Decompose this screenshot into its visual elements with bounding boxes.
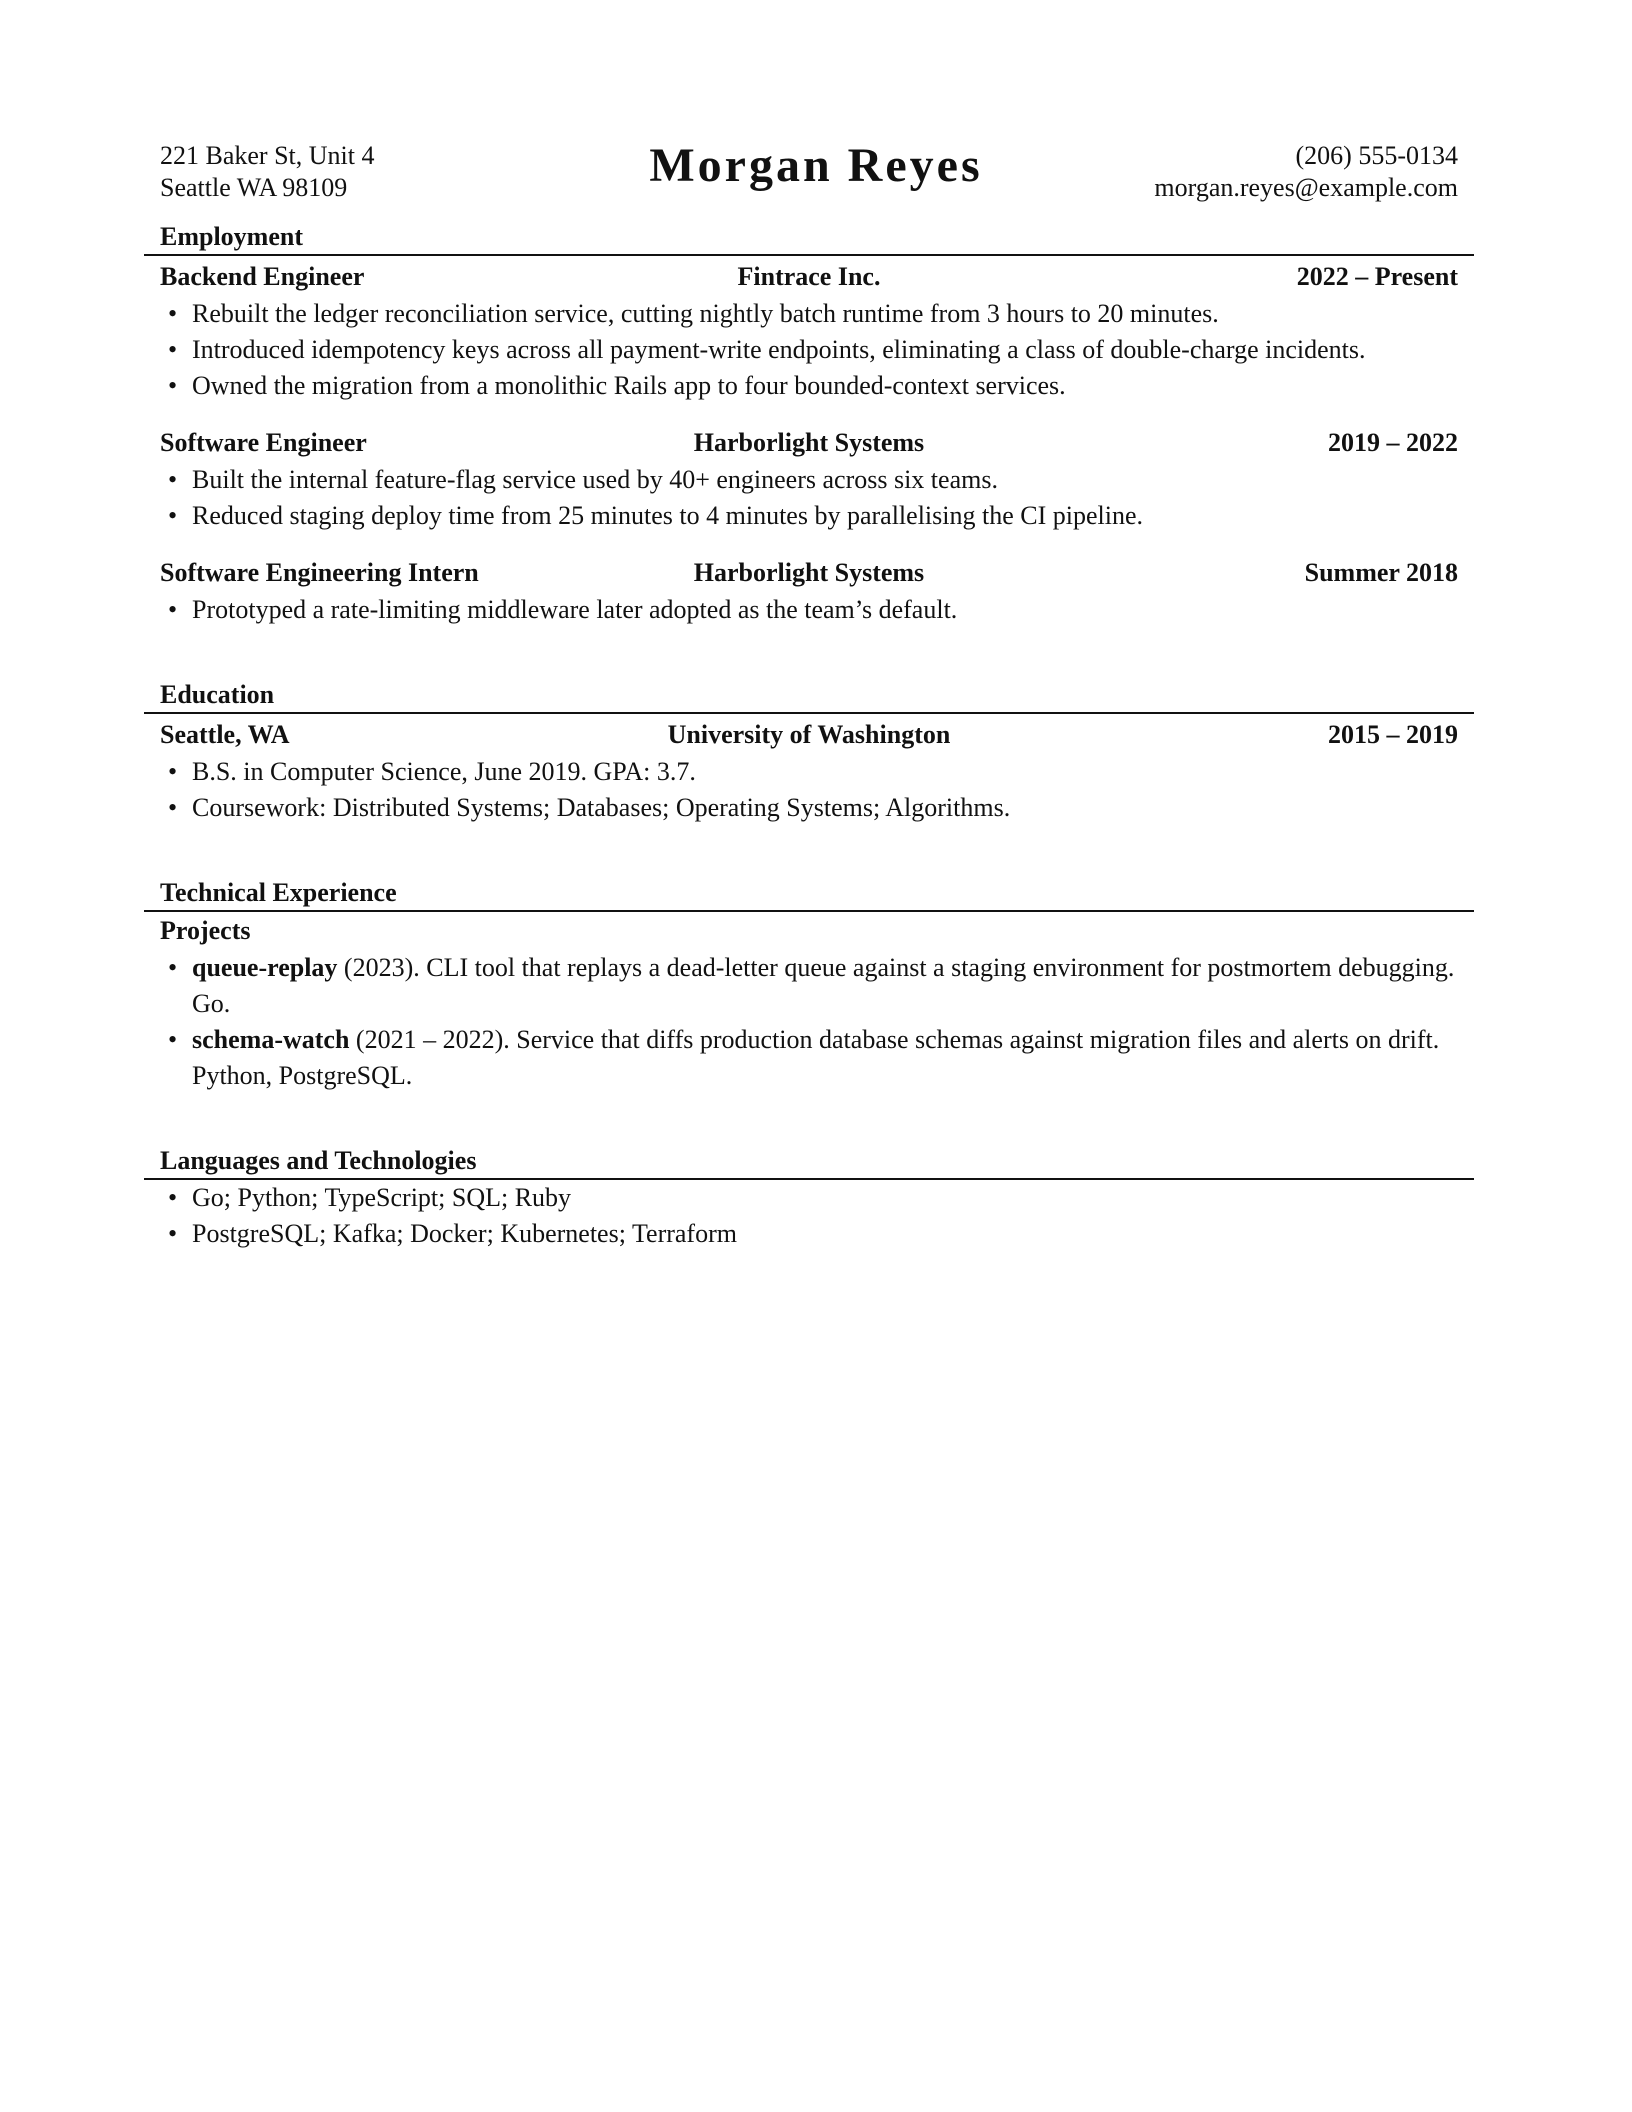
- project-item: [158, 950, 1474, 1022]
- school-name: University of Washington: [667, 720, 951, 749]
- education-dates: 2015 – 2019: [1327, 720, 1458, 749]
- bullet-icon: •: [168, 1219, 178, 1248]
- employer-name: Harborlight Systems: [693, 558, 925, 587]
- technical-section: [158, 876, 1474, 1094]
- bullet-icon: •: [168, 465, 178, 494]
- bullet-icon: •: [168, 595, 178, 624]
- employment-dates: 2022 – Present: [1296, 262, 1458, 291]
- address-line-1: 221 Baker St, Unit 4: [160, 141, 375, 170]
- bullet-icon: •: [168, 1183, 178, 1212]
- bullet-icon: •: [168, 757, 178, 786]
- project-description: (2021 – 2022). Service that diffs production database schemas against migration files and alerts on drift. Python, PostgreSQL.: [192, 1025, 1440, 1090]
- section-spacer: [158, 826, 1474, 862]
- bullet-icon: •: [168, 953, 178, 982]
- employment-dates: Summer 2018: [1304, 558, 1458, 587]
- education-section: [158, 678, 1474, 826]
- employment-entry: [158, 554, 1474, 628]
- bullet-text: Go; Python; TypeScript; SQL; Ruby: [192, 1183, 572, 1212]
- bullet-list: [158, 462, 1474, 534]
- phone-number: (206) 555-0134: [1295, 141, 1458, 170]
- employment-section: [158, 220, 1474, 628]
- email-address: morgan.reyes@example.com: [1154, 173, 1458, 202]
- job-title: Software Engineer: [160, 428, 367, 457]
- bullet-item: [158, 790, 1474, 826]
- bullet-icon: •: [168, 335, 178, 364]
- bullet-list: [158, 1180, 1474, 1252]
- resume-header: [158, 138, 1474, 206]
- section-spacer: [158, 1094, 1474, 1130]
- bullet-item: [158, 462, 1474, 498]
- bullet-icon: •: [168, 1025, 178, 1054]
- projects-subheading: Projects: [160, 916, 251, 945]
- languages-section: [158, 1144, 1474, 1252]
- bullet-text: Reduced staging deploy time from 25 minutes to 4 minutes by parallelising the CI pipeline.: [192, 501, 1143, 530]
- bullet-list: [158, 296, 1474, 404]
- employment-entry: [158, 424, 1474, 534]
- project-name: schema-watch: [192, 1025, 350, 1054]
- bullet-text: PostgreSQL; Kafka; Docker; Kubernetes; Terraform: [192, 1219, 737, 1248]
- education-entry: [158, 716, 1474, 826]
- section-title-technical: Technical Experience: [160, 878, 397, 907]
- section-spacer: [158, 628, 1474, 664]
- job-title: Software Engineering Intern: [160, 558, 479, 587]
- project-item: [158, 1022, 1474, 1094]
- section-title-languages: Languages and Technologies: [160, 1146, 477, 1175]
- employer-name: Harborlight Systems: [693, 428, 925, 457]
- bullet-item: [158, 754, 1474, 790]
- bullet-item: [158, 1216, 1474, 1252]
- bullet-item: [158, 332, 1474, 368]
- bullet-text: Introduced idempotency keys across all payment-write endpoints, eliminating a class of double-charge incidents.: [192, 335, 1366, 364]
- address-line-2: Seattle WA 98109: [160, 173, 348, 202]
- entry-heading: [158, 554, 1474, 592]
- bullet-icon: •: [168, 299, 178, 328]
- bullet-item: [158, 368, 1474, 404]
- bullet-text: Prototyped a rate-limiting middleware later adopted as the team’s default.: [192, 595, 958, 624]
- bullet-text: Built the internal feature-flag service used by 40+ engineers across six teams.: [192, 465, 998, 494]
- entry-heading: [158, 716, 1474, 754]
- candidate-name: Morgan Reyes: [649, 139, 983, 192]
- job-title: Backend Engineer: [160, 262, 365, 291]
- bullet-list: [158, 754, 1474, 826]
- entry-heading: [158, 258, 1474, 296]
- school-location: Seattle, WA: [160, 720, 290, 749]
- employment-dates: 2019 – 2022: [1327, 428, 1458, 457]
- bullet-icon: •: [168, 501, 178, 530]
- bullet-item: [158, 498, 1474, 534]
- bullet-item: [158, 592, 1474, 628]
- entry-heading: [158, 424, 1474, 462]
- resume-content: [158, 138, 1474, 1252]
- section-rule: [144, 254, 1474, 256]
- bullet-list: [158, 592, 1474, 628]
- bullet-text: B.S. in Computer Science, June 2019. GPA: 3.7.: [192, 757, 696, 786]
- section-title-education: Education: [160, 680, 275, 709]
- bullet-text: Coursework: Distributed Systems; Databases; Operating Systems; Algorithms.: [192, 793, 1011, 822]
- contact-block: [1154, 140, 1458, 204]
- bullet-text: Owned the migration from a monolithic Rails app to four bounded-context services.: [192, 371, 1066, 400]
- project-description: (2023). CLI tool that replays a dead-letter queue against a staging environment for postmortem debugging. Go.: [192, 953, 1455, 1018]
- project-list: [158, 950, 1474, 1094]
- bullet-text: Rebuilt the ledger reconciliation service, cutting nightly batch runtime from 3 hours to 20 minutes.: [192, 299, 1219, 328]
- employment-entry: [158, 258, 1474, 404]
- employer-name: Fintrace Inc.: [737, 262, 881, 291]
- project-name: queue-replay: [192, 953, 338, 982]
- bullet-icon: •: [168, 793, 178, 822]
- bullet-item: [158, 1180, 1474, 1216]
- bullet-icon: •: [168, 371, 178, 400]
- bullet-item: [158, 296, 1474, 332]
- section-rule: [144, 712, 1474, 714]
- section-title-employment: Employment: [160, 222, 303, 251]
